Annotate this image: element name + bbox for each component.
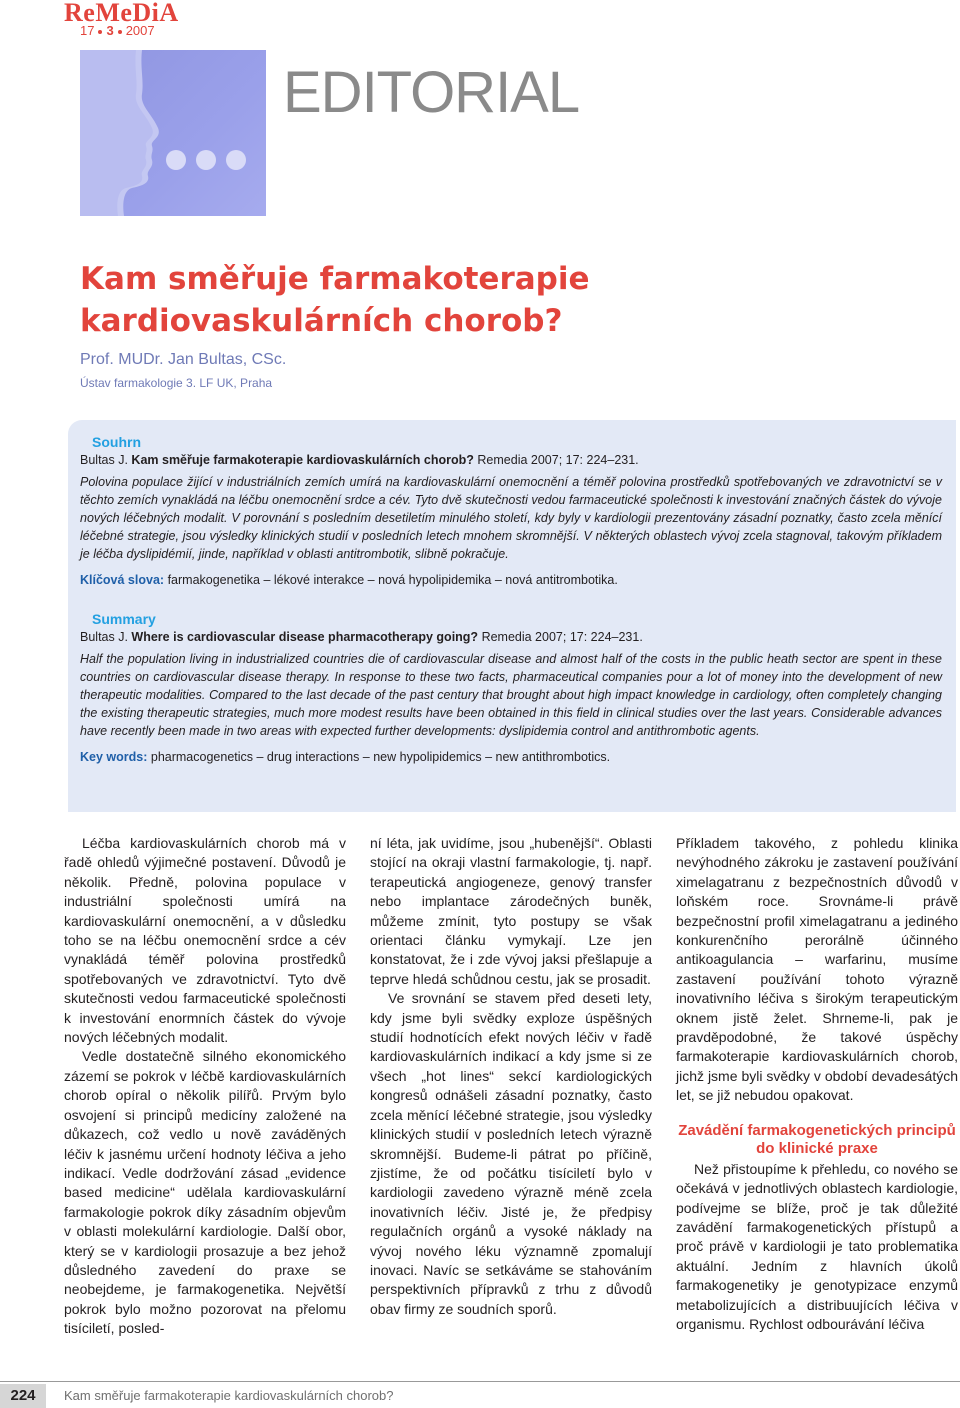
paragraph: Vedle dostatečně silného ekonomického zázemí se pokrok v léčbě kardiovaskulárních chorob opíral o několik pilířů. Prvým bylo osvojení si principů medicíny založené na důkazech, což vedlo u nově zaváděných léčiv k jasnému určení hodnoty léčiva a jeho indikací. Vedle dodržování zásad „evidence based medicine“ udělala kardiovaskulární farmakologie pokrok díky zásadním objevům v oblasti molekulární kardiologie. Další obor, který se v kardiologii prosazuje a bez jehož důsledného zavedení do praxe se neobejdeme, je farmakogenetika. Největší pokrok bylo možno pozorovat na přelomu tisíciletí, posled- (64, 1048, 346, 1337)
hero-illustration (80, 50, 266, 216)
paragraph: Léčba kardiovaskulárních chorob má v řadě ohledů výjimečné postavení. Důvodů je několik. Předně, polovina populace v industriální společnosti umírá na kardiovaskulární onemocnění, a v důsledku toho se na léčbu onemocnění srdce a cév vynakládá téměř polovina prostředků spotřebovaných ve zdravotnictví. Tyto dvě skutečnosti vedou farmaceutické společnosti k investování enormních částek do vývoje nových léčebných modalit. (64, 835, 346, 1046)
running-title: Kam směřuje farmakoterapie kardiovaskulárních chorob? (64, 1388, 394, 1403)
citation-author: Bultas J. (80, 453, 128, 467)
abstract-heading-cz: Souhrn (92, 434, 141, 450)
citation-title: Kam směřuje farmakoterapie kardiovaskulárních chorob? (131, 453, 474, 467)
keywords-text: farmakogenetika – lékové interakce – nová hypolipidemika – nová antitrombotika. (167, 573, 618, 587)
keywords-text: pharmacogenetics – drug interactions – new hypolipidemics – new antithrombotics. (150, 750, 611, 764)
page-number: 224 (0, 1384, 46, 1408)
issue-volume: 17 (80, 23, 95, 38)
paragraph: Příkladem takového, z pohledu klinika nevýhodného zákroku je zastavení používání ximelagatranu z bezpečnostních důvodů v loňském roce. Srovnáme-li právě bezpečnostní profil ximelagatranu a jediného konkurenčního perorálně účinného antikoagulancia – warfarinu, musíme zastavení používání tohoto výrazně inovativního léčiva s širokým terapeutickým oknem jistě želet. Shrneme-li, pak je pravděpodobné, že takové úspěchy farmakoterapie kardiovaskulárních chorob, jichž jsme byli svědky v období devadesátých let, se již nebudou opakovat. (676, 835, 958, 1104)
abstract-box (68, 420, 956, 812)
section-subheading: Zavádění farmakogenetických principů do klinické praxe (678, 1121, 956, 1157)
body-column-2 (370, 834, 652, 1319)
citation-source: Remedia 2007; 17: 224–231. (481, 630, 643, 644)
separator-dot (118, 30, 122, 34)
keywords-cz (80, 571, 956, 589)
abstract-body-cz: Polovina populace žijící v industriálních zemích umírá na kardiovaskulární onemocnění a téměř polovina prostředků spotřebovaných ve zdravotnictví se v těchto zemích vynakládá na léčbu onemocnění srdce a cév. Tyto dvě skutečnosti vedou farmaceutické společnosti k investování značných částek do vývoje nových léčebných modalit. V porovnání s posledním desetiletím minulého století, kdy byly v kardiologii prezentovány zásadní poznatky, často zcela měnící léčebné strategie, jsou výsledky klinických studií v posledních letech mnohem skromnější. V některých oblastech vývoj zcela stagnoval, takovým příkladem je léčba dyslipidémií, jinde, například v oblasti antitrombotik, slibně pokračuje. (80, 475, 942, 561)
issue-no: 3 (106, 23, 114, 38)
journal-logo: ReMeDiA (64, 0, 179, 27)
separator-dot (98, 30, 102, 34)
abstract-heading-en: Summary (92, 611, 156, 627)
section-label: EDITORIAL (283, 60, 580, 125)
citation-author: Bultas J. (80, 630, 128, 644)
body-column-1 (64, 834, 346, 1339)
article-affiliation: Ústav farmakologie 3. LF UK, Praha (80, 376, 273, 390)
profile-head-speech-dots-icon (80, 50, 266, 216)
keywords-label: Klíčová slova: (80, 573, 165, 587)
paragraph: Než přistoupíme k přehledu, co nového se očekává v jednotlivých oblastech kardiologie, podívejme se blíže, proč je tak důležité zavádění farmakogenetických přístupů a proč právě v kardiologii je tato problematika aktuální. Jedním z hlavních úkolů farmakogenetiky je genotypizace enzymů metabolizujících a distribuujících léčiva v organismu. Rychlost odbourávání léčiva (676, 1160, 958, 1332)
citation-cz (80, 451, 956, 469)
abstract-body-en: Half the population living in industrialized countries die of cardiovascular disease and almost half of the costs in the public heath sector are spent in these countries on cardiovascular disease therapy. In response to these two facts, pharmaceutical companies pour a lot of money into the development of new therapeutic modalities. Compared to the last decade of the past century that brought about high impact knowledge in cardiology, often completely changing the existing therapeutic strategies, much more modest results have been obtained in this field in clinical studies over the last years. Considerable advances have recently been made in two areas with expected further developments: dyslipidemia control and antithrombotic agents. (80, 652, 942, 738)
paragraph: ní léta, jak uvidíme, jsou „hubenější“. Oblasti stojící na okraji vlastní farmakologie, tj. např. terapeutická angiogeneze, genový transfer nebo implantace zárodečných buněk, můžeme zmínit, tyto postupy se však orientaci článku vymykají. Lze jen konstatovat, že i zde vývoj jaksi přešlapuje a teprve hledá schůdnou cestu, jak se prosadit. (370, 835, 652, 987)
article-author: Prof. MUDr. Jan Bultas, CSc. (80, 351, 287, 368)
issue-year: 2007 (125, 23, 155, 38)
footer-rule (0, 1381, 960, 1382)
citation-source: Remedia 2007; 17: 224–231. (477, 453, 639, 467)
article-title: Kam směřuje farmakoterapie kardiovaskulárních chorob? (80, 261, 590, 339)
keywords-label: Key words: (80, 750, 148, 764)
citation-title: Where is cardiovascular disease pharmacotherapy going? (131, 630, 479, 644)
body-column-3 (676, 834, 958, 1334)
issue-number (80, 24, 155, 37)
keywords-en (80, 748, 956, 766)
citation-en (80, 628, 956, 646)
article-body (64, 834, 960, 1344)
paragraph: Ve srovnání se stavem před deseti lety, kdy jsme byli svědky exploze úspěšných studií hodnotících efekt nových léčiv v řadě kardiovaskulárních indikací a kdy jsme si ze všech „hot lines“ sekcí kardiologických kongresů odnášeli zásadní poznatky, často zcela měnící léčebné strategie, jsou výsledky klinických studií v posledních letech výrazně skromnější. Budeme-li pátrat po příčině, zjistíme, že od počátku tisíciletí bylo v kardiologii zavedeno výrazně méně zcela inovativních léčiv. Jisté je, že předpisy regulačních orgánů a vysoké náklady na vývoj nového léku významně zpomalují inovaci. Navíc se setkáváme se stahováním perspektivních přípravků z trhu z důvodů obav firmy ze soudních sporů. (370, 990, 652, 1317)
